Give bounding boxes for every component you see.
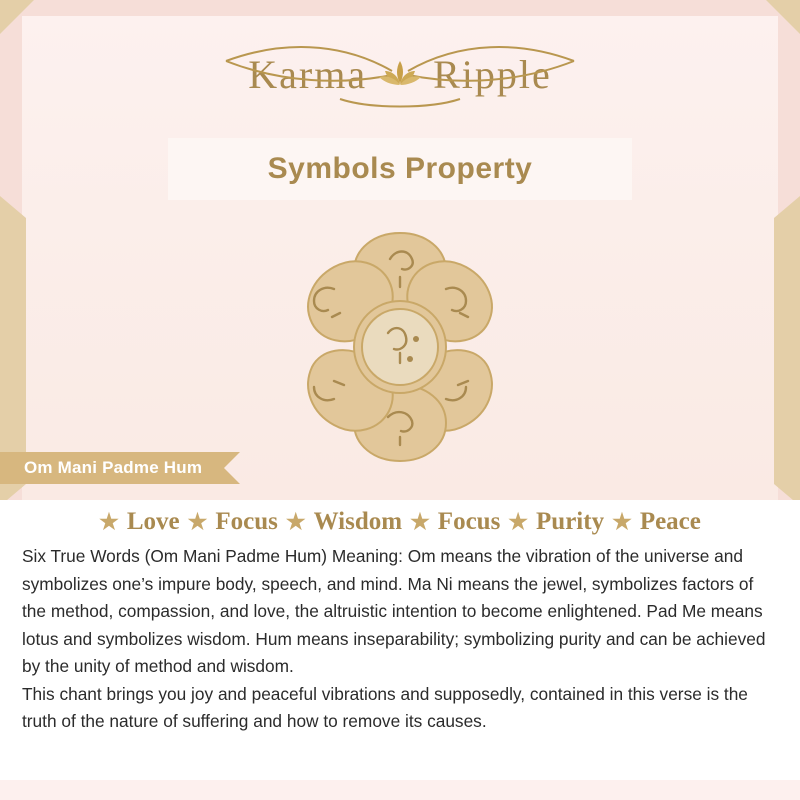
keyword-purity: Purity [536, 508, 605, 535]
star-icon: ★ [285, 509, 306, 534]
description-paragraph-2: This chant brings you joy and peaceful vibrations and supposedly, contained in this verse is the truth of the nature of suffering and how to remove its causes. [22, 683, 748, 731]
keyword-peace: Peace [639, 508, 701, 535]
description-text [22, 543, 780, 736]
frame-top [0, 0, 800, 16]
star-icon: ★ [187, 509, 208, 534]
brand-logo-inner [248, 51, 552, 98]
description-paragraph-1: Six True Words (Om Mani Padme Hum) Meaning: Om means the vibration of the universe and symbolizes one’s impure body, speech, and mind. Ma Ni means the jewel, symbolizes factors of the method, compassion, and love, the altruistic intention to become enlightened. Pad Me means lotus and symbolizes wisdom. Hum means inseparability; symbolizing purity and can be achieved by the unity of method and wisdom. [22, 546, 766, 676]
star-icon: ★ [99, 509, 119, 534]
lotus-icon [377, 57, 423, 91]
ribbon-label [0, 452, 224, 484]
keyword-love: Love [126, 508, 180, 535]
page-title-plate [168, 138, 632, 200]
page-title: Symbols Property [267, 152, 533, 185]
om-mani-padme-hum-mandala-icon [250, 215, 550, 485]
star-icon: ★ [508, 509, 529, 534]
keyword-focus-2: Focus [437, 508, 501, 535]
keyword-wisdom: Wisdom [313, 508, 403, 535]
ribbon-label-text: Om Mani Padme Hum [24, 458, 203, 477]
star-icon: ★ [612, 509, 632, 534]
brand-name-left: Karma [248, 51, 368, 97]
keyword-focus-1: Focus [215, 508, 278, 535]
keyword-row [0, 508, 800, 536]
panel-bottom-strip [0, 780, 800, 800]
star-icon: ★ [410, 509, 430, 534]
corner-ornament-top-left [0, 0, 34, 34]
side-band-right [774, 196, 800, 506]
brand-name-right: Ripple [433, 51, 552, 97]
brand-logo [0, 34, 800, 114]
corner-ornament-top-right [766, 0, 800, 34]
